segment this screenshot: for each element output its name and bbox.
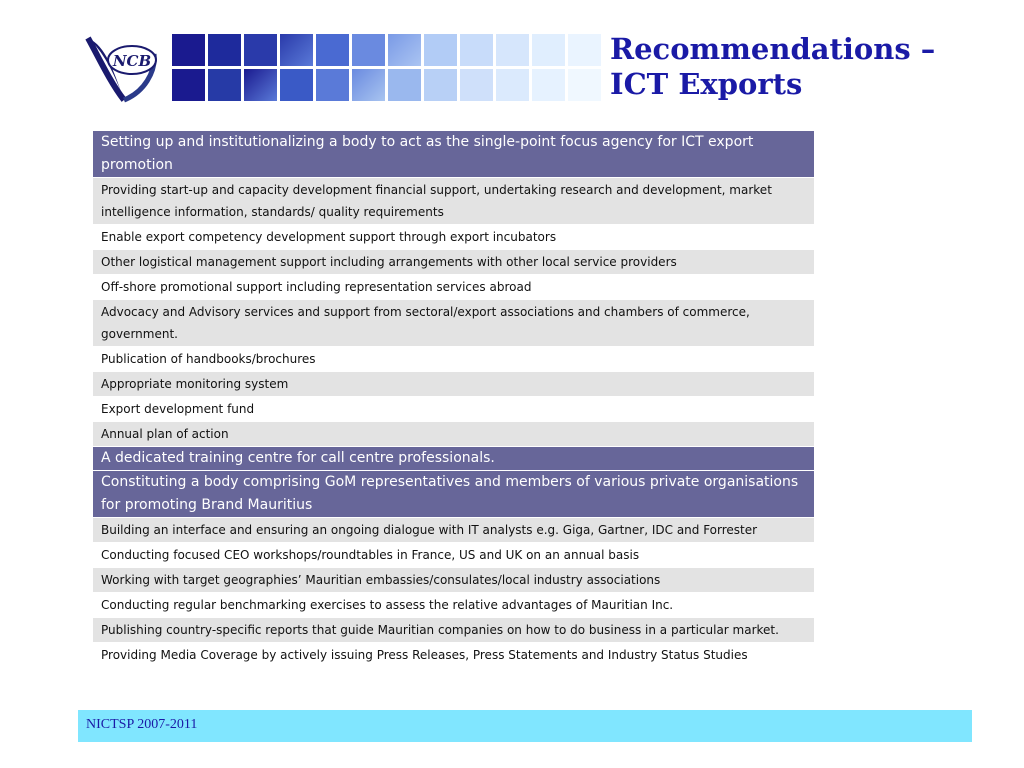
table-row <box>93 275 814 300</box>
table-cell: Publishing country-specific reports that guide Mauritian companies on how to do business in a particular market. <box>93 618 814 643</box>
section-header-cell: Setting up and institutionalizing a body to act as the single-point focus agency for ICT export promotion <box>93 131 814 178</box>
title-line-2: ICT Exports <box>610 67 803 101</box>
title-line-1: Recommendations – <box>610 32 936 66</box>
table-cell: Conducting regular benchmarking exercises to assess the relative advantages of Mauritian Inc. <box>93 593 814 618</box>
table-cell: Off-shore promotional support including representation services abroad <box>93 275 814 300</box>
section-header-cell: A dedicated training centre for call centre professionals. <box>93 447 814 471</box>
table-cell: Building an interface and ensuring an ongoing dialogue with IT analysts e.g. Giga, Gartner, IDC and Forrester <box>93 518 814 543</box>
table-cell: Conducting focused CEO workshops/roundtables in France, US and UK on an annual basis <box>93 543 814 568</box>
table-cell: Providing Media Coverage by actively issuing Press Releases, Press Statements and Industry Status Studies <box>93 643 814 668</box>
table-row <box>93 643 814 668</box>
section-header-row <box>93 471 814 518</box>
table-row <box>93 397 814 422</box>
decorative-tile-grid <box>172 34 601 101</box>
slide-title <box>610 32 1010 102</box>
recommendations-table <box>93 130 814 667</box>
table-cell: Working with target geographies’ Mauritian embassies/consulates/local industry associations <box>93 568 814 593</box>
table-cell: Export development fund <box>93 397 814 422</box>
table-row <box>93 543 814 568</box>
section-header-cell: Constituting a body comprising GoM representatives and members of various private organisations for promoting Brand Mauritius <box>93 471 814 518</box>
section-header-row <box>93 447 814 471</box>
table-row <box>93 178 814 225</box>
table-row <box>93 568 814 593</box>
table-row <box>93 347 814 372</box>
table-cell: Advocacy and Advisory services and support from sectoral/export associations and chambers of commerce, government. <box>93 300 814 347</box>
ncb-logo-icon <box>84 32 174 104</box>
table-row <box>93 422 814 447</box>
table-row <box>93 372 814 397</box>
table-cell: Annual plan of action <box>93 422 814 447</box>
table-row <box>93 518 814 543</box>
table-cell: Enable export competency development support through export incubators <box>93 225 814 250</box>
table-cell: Publication of handbooks/brochures <box>93 347 814 372</box>
table-row <box>93 225 814 250</box>
logo-text: NCB <box>112 52 152 70</box>
table-row <box>93 250 814 275</box>
footer-bar <box>78 710 972 742</box>
table-cell: Appropriate monitoring system <box>93 372 814 397</box>
table-row <box>93 618 814 643</box>
table-cell: Other logistical management support including arrangements with other local service providers <box>93 250 814 275</box>
table-row <box>93 300 814 347</box>
table-cell: Providing start-up and capacity development financial support, undertaking research and development, market intelligence information, standards/ quality requirements <box>93 178 814 225</box>
ncb-logo <box>84 32 174 104</box>
footer-text: NICTSP 2007-2011 <box>86 717 198 732</box>
table-row <box>93 593 814 618</box>
section-header-row <box>93 131 814 178</box>
